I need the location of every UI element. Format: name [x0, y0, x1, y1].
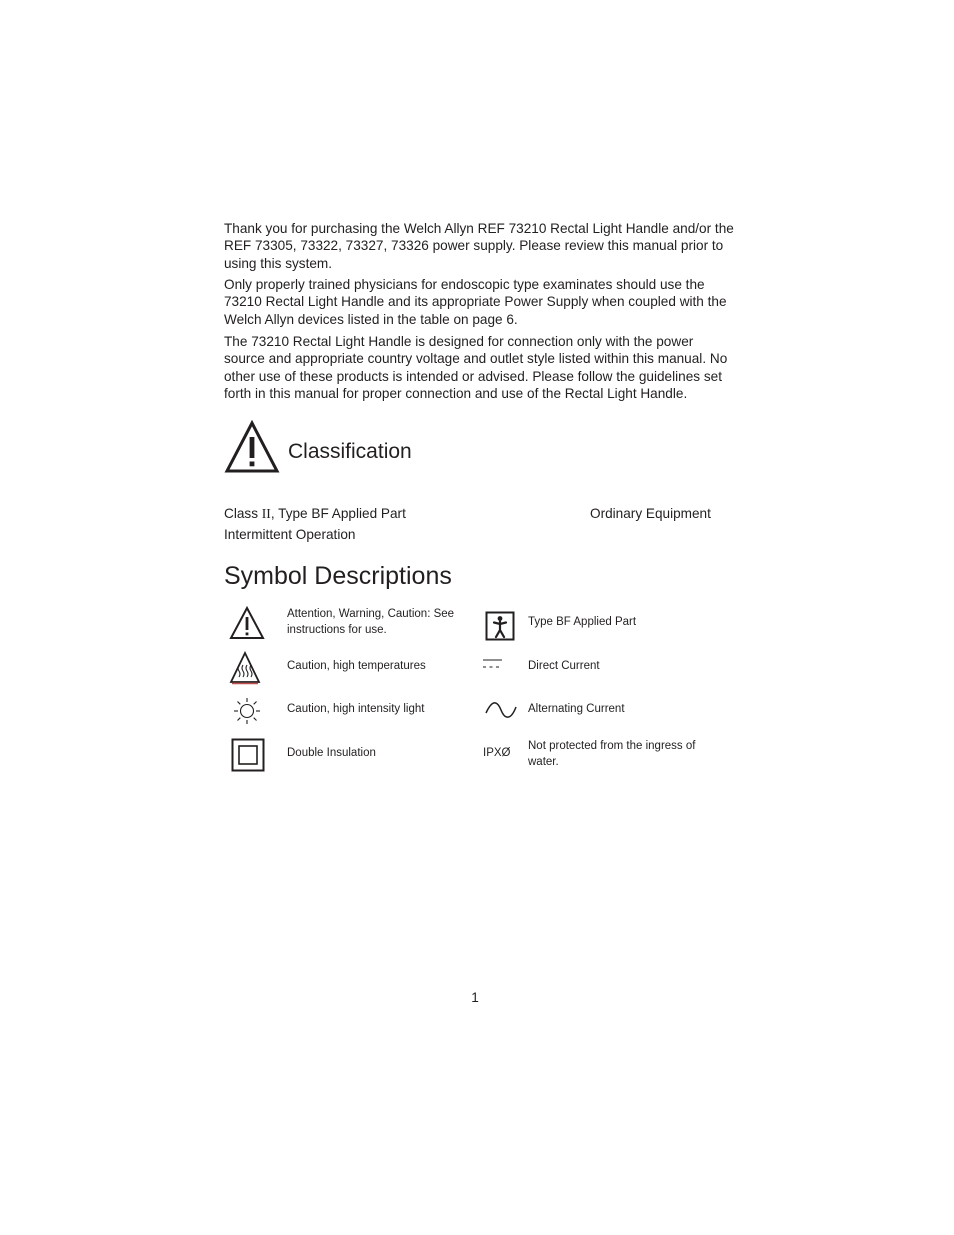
hot-surface-icon [229, 651, 261, 685]
type-bf-label: Type BF Applied Part [528, 616, 637, 628]
ipx-code-label: IPXØ [483, 747, 511, 759]
type-bf-body-icon [485, 611, 515, 641]
direct-current-label: Direct Current [528, 660, 600, 672]
high-temperatures-label: Caution, high temperatures [287, 660, 426, 672]
high-intensity-light-label: Caution, high intensity light [287, 703, 425, 715]
intro-paragraph-1: Thank you for purchasing the Welch Allyn REF 73210 Rectal Light Handle and/or the REF 73305, 73322, 73327, 73326 power supply. Please review this manual prior to using this system. [224, 221, 734, 271]
intro-paragraph-3: The 73210 Rectal Light Handle is designed for connection only with the power source and appropriate country voltage and outlet style listed within this manual. No other use of these products is intended or advised. Please follow the guidelines set forth in this manual for proper connection and use of the Rectal Light Handle. [224, 334, 728, 401]
symbol-descriptions-heading: Symbol Descriptions [224, 562, 452, 590]
operation-mode-text: Intermittent Operation [224, 527, 356, 542]
class-prefix: Class [224, 506, 262, 521]
classification-heading: Classification [288, 440, 412, 463]
equipment-type-text: Ordinary Equipment [590, 506, 711, 521]
bright-light-icon [233, 697, 261, 725]
double-insulation-icon [231, 738, 265, 772]
warning-triangle-icon [224, 420, 280, 474]
not-protected-water-label: Not protected from the ingress of water. [528, 740, 696, 768]
warning-triangle-icon [229, 605, 265, 641]
class-type-suffix: , Type BF Applied Part [270, 506, 406, 521]
class-numeral: II [261, 506, 271, 521]
page-number: 1 [471, 990, 479, 1005]
double-insulation-label: Double Insulation [287, 747, 376, 759]
alternating-current-label: Alternating Current [528, 703, 625, 715]
alternating-current-icon [484, 701, 518, 719]
class-type-text [224, 505, 406, 523]
direct-current-icon [482, 657, 504, 671]
attention-label: Attention, Warning, Caution: See instructions for use. [287, 608, 455, 636]
intro-paragraph-2: Only properly trained physicians for endoscopic type examinates should use the 73210 Rectal Light Handle and its appropriate Power Supply when coupled with the Welch Allyn devices listed in the table on page 6. [224, 277, 727, 327]
